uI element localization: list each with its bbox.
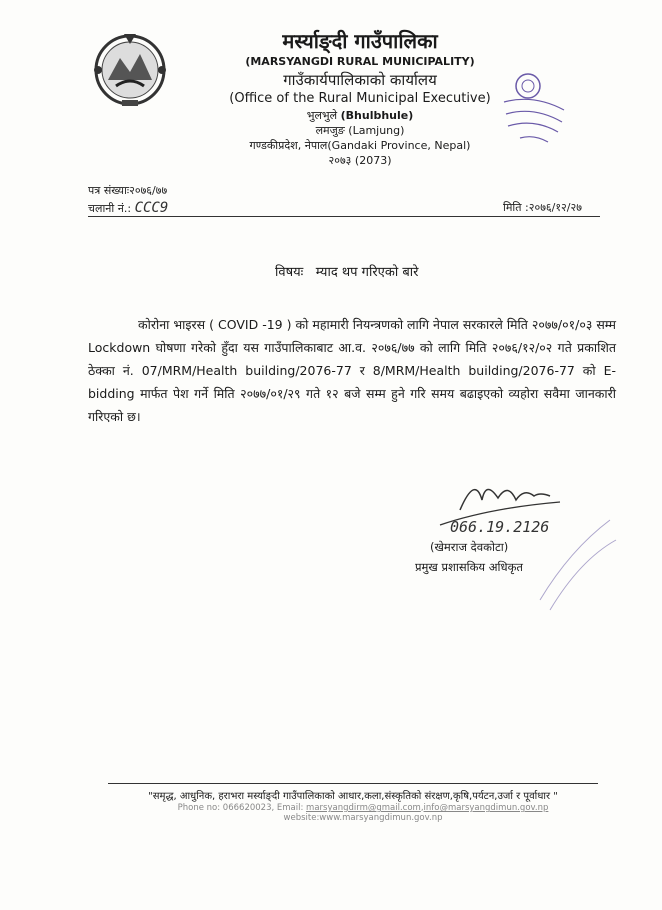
province-en: (Gandaki Province, Nepal) [327,139,471,152]
dispatch-number [88,200,168,216]
date-value: २०७६/१२/२७ [528,201,582,214]
reference-label: पत्र संख्याः [88,184,130,197]
office-stamp [498,66,570,150]
letter-body: कोरोना भाइरस ( COVID -19 ) को महामारी नियन्त्रणको लागि नेपाल सरकारले मिति २०७७/०१/०३ सम्म Lockdown घोषणा गरेको हुँदा यस गाउँपालिकाबाट आ.व. २०७६/७७ को लागि मिति २०७६/१२/०२ गते प्रकाशित ठेक्का नं. 07/MRM/Health building/2076-77 र 8/MRM/Health building/2076-77 को E- bidding मार्फत पेश गर्ने मिति २०७७/०१/२९ गते १२ बजे सम्म हुने गरि समय बढाइएको व्यहोरा सवैमा जानकारी गरिएको छ। [88,317,616,424]
subject-text: म्याद थप गरिएको बारे [315,265,419,280]
province-np: गण्डकीप्रदेश, नेपाल [249,139,328,152]
footer-motto: "समृद्ध, आधुनिक, हराभरा मर्स्याङ्दी गाउँपालिकाको आधार,कला,संस्कृतिको संरक्षण,कृषि,पर्यटन,उर्जा र पूर्वाधार " [148,791,558,802]
footer-phone: Phone no: 066620023, Email: [177,803,304,813]
year-np: २०७३ [328,154,352,167]
date-label: मिति : [503,201,529,214]
reference-value: २०७६/७७ [129,184,168,197]
office-name-np: गाउँकार्यपालिकाको कार्यालय [283,71,437,89]
year-en: (2073) [354,154,392,167]
letter-date [503,200,582,215]
municipality-name-np: मर्स्याङ्दी गाउँपालिका [282,29,438,53]
place-en: (Bhulbhule) [340,109,414,122]
letterhead [200,28,520,168]
municipality-name-en: (MARSYANGDI RURAL MUNICIPALITY) [245,55,475,68]
subject-label: विषयः [275,265,304,280]
reference-number [88,183,167,198]
nepal-emblem-logo [86,28,174,108]
email-link-gmail[interactable]: marsyangdirm@gmail.com [306,803,421,813]
district-np: लमजुङ [315,124,345,137]
office-name-en: (Office of the Rural Municipal Executive) [229,91,491,106]
signatory-name: (खेमराज देवकोटा) [430,540,509,554]
dispatch-label: चलानी नं.: [88,202,132,215]
footer-website: website:www.marsyangdimun.gov.np [283,813,443,823]
subject-line [275,262,418,280]
header-divider [88,216,600,217]
signatory-title: प्रमुख प्रशासकिय अधिकृत [415,560,523,574]
footer-contact: Phone no: 066620023, Email: marsyangdirm@gmail.com,info@marsyangdimun.gov.np website:www.marsyangdimun.gov.np [177,803,549,823]
district-en: (Lamjung) [348,124,405,137]
dispatch-value: CCC9 [134,200,169,216]
email-link-info[interactable]: info@marsyangdimun.gov.np [423,803,549,813]
footer-divider [108,783,598,784]
place-np: भुलभुले [306,109,338,122]
signature-date: 066.19.2126 [450,518,550,536]
